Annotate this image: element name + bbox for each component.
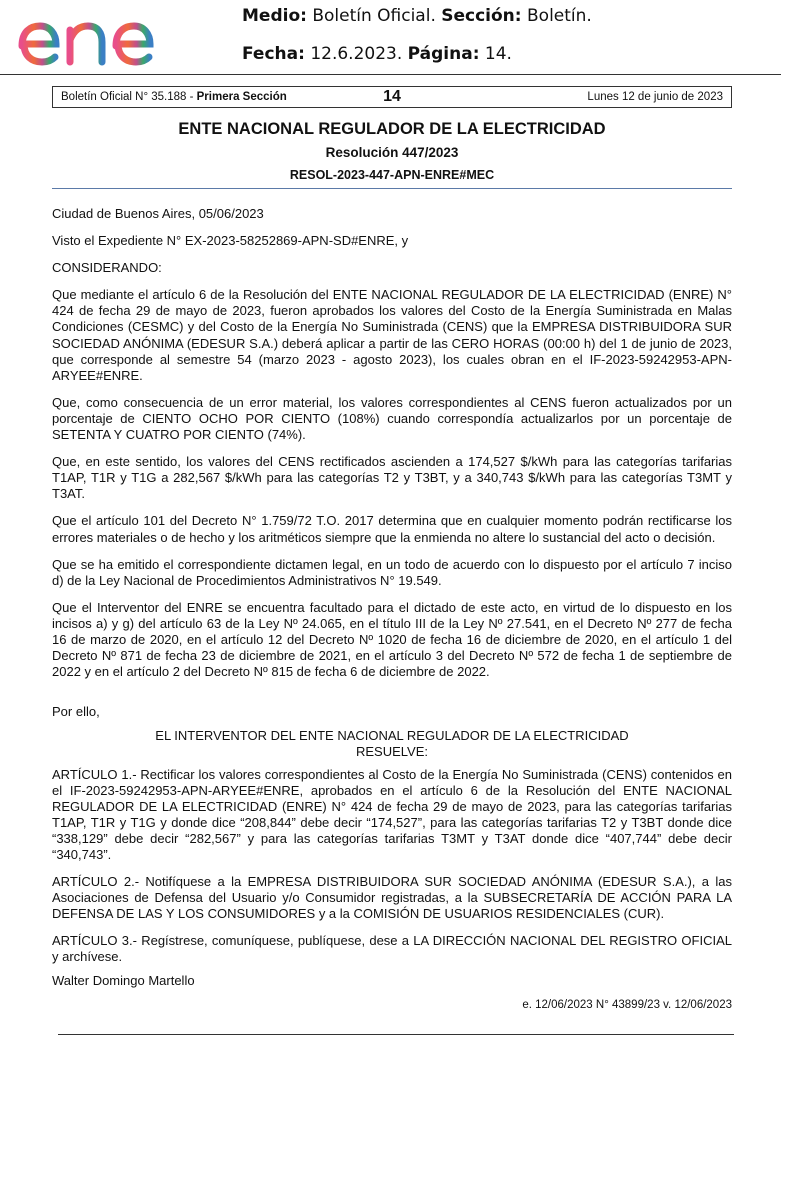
seccion-label: Sección: <box>441 6 522 26</box>
document-body <box>52 206 732 1024</box>
por-ello: Por ello, <box>52 704 100 720</box>
paragraph-6: Que el Interventor del ENRE se encuentra facultado para el dictado de este acto, en virtud de lo dispuesto en los incisos a) y g) del artículo 63 de la Ley Nº 24.065, en el título III de la Ley Nº 27.541, en el Decreto Nº 277 de fecha 16 de marzo de 2020, en el artículo 12 del Decreto Nº 1020 de fecha 16 de diciembre de 2020, en el artículo 1 del Decreto Nº 871 de fecha 23 de diciembre de 2021, en el artículo 3 del Decreto Nº 572 de fecha 1 de septiembre de 2022 y en el artículo 2 del Decreto Nº 815 de fecha 6 de diciembre de 2022. <box>52 599 732 680</box>
footer-reference: e. 12/06/2023 N° 43899/23 v. 12/06/2023 <box>522 998 732 1011</box>
paragraph-1: Que mediante el artículo 6 de la Resolución del ENTE NACIONAL REGULADOR DE LA ELECTRICIDAD (ENRE) N° 424 de fecha 29 de mayo de 2023, fueron aprobados los valores del Costo de la Energía Suministrada en Malas Condiciones (CESMC) y del Costo de la Energía No Suministrada (CENS) que la EMPRESA DISTRIBUIDORA SUR SOCIEDAD ANÓNIMA (EDESUR S.A.) deberá aplicar a partir de las CERO HORAS (00:00 h) del 1 de junio de 2023, que corresponde al semestre 54 (marzo 2023 - agosto 2023), los cuales obran en el IF-2023-59242953-APN-ARYEE#ENRE. <box>52 287 732 383</box>
signer: Walter Domingo Martello <box>52 972 195 988</box>
fecha-label: Fecha: <box>242 44 305 64</box>
title-divider <box>52 188 732 189</box>
paragraph-3: Que, en este sentido, los valores del CENS rectificados ascienden a 174,527 $/kWh para las categorías tarifarias T1AP, T1R y T1G a 282,567 $/kWh para las categorías T2 y T3BT, y a 340,743 $/kWh para las categorías T3MT y T3AT. <box>52 454 732 502</box>
considerando: CONSIDERANDO: <box>52 260 162 276</box>
resolution-code: RESOL-2023-447-APN-ENRE#MEC <box>289 168 495 182</box>
entity-title: ENTE NACIONAL REGULADOR DE LA ELECTRICIDAD <box>178 120 606 138</box>
articulo-1: ARTÍCULO 1.- Rectificar los valores correspondientes al Costo de la Energía No Suministrada (CENS) contenidos en el IF-2023-59242953-APN-ARYEE#ENRE, aprobados en el artículo 6 de la Resolución del ENTE NACIONAL REGULADOR DE LA ELECTRICIDAD (ENRE) N° 424 de fecha 29 de mayo de 2023, para las categorías tarifarias T1AP, T1R y T1G y donde dice “208,844” debe decir “174,527”, para las categorías tarifarias T2 y T3BT donde dice “338,129” debe decir “282,567” y para las categorías tarifarias T3MT y T3AT donde dice “407,744” debe decir “340,743”. <box>52 766 732 862</box>
interventor-heading: EL INTERVENTOR DEL ENTE NACIONAL REGULADOR DE LA ELECTRICIDAD <box>155 728 629 744</box>
seccion-value: Boletín. <box>527 6 592 26</box>
enel-logo <box>16 6 180 68</box>
paragraph-2: Que, como consecuencia de un error material, los valores correspondientes al CENS fueron actualizados por un porcentaje de CIENTO OCHO POR CIENTO (108%) cuando correspondía actualizarlos por un porcentaje de SETENTA Y CUATRO POR CIENTO (74%). <box>52 394 732 443</box>
boletin-page: 14 <box>383 88 401 105</box>
boletin-date: Lunes 12 de junio de 2023 <box>587 91 723 103</box>
medio-label: Medio: <box>242 6 307 26</box>
medio-value: Boletín Oficial. <box>312 6 436 26</box>
pagina-label: Página: <box>407 44 480 64</box>
articulo-2: ARTÍCULO 2.- Notifíquese a la EMPRESA DISTRIBUIDORA SUR SOCIEDAD ANÓNIMA (EDESUR S.A.), a las Asociaciones de Defensa del Usuario y/o Consumidor registradas, a la SUBSECRETARÍA DE ACCIÓN PARA LA DEFENSA DE LAS Y LOS CONSUMIDORES y a la COMISIÓN DE USUARIOS RESIDENCIALES (CUR). <box>52 874 732 922</box>
boletin-section: Primera Sección <box>196 91 287 103</box>
bottom-divider <box>58 1034 734 1035</box>
fecha-value: 12.6.2023. <box>310 44 403 64</box>
visto: Visto el Expediente N° EX-2023-58252869-APN-SD#ENRE, y <box>52 233 409 249</box>
pagina-value: 14. <box>484 44 512 64</box>
boletin-header-box <box>52 86 732 108</box>
paragraph-4: Que el artículo 101 del Decreto N° 1.759/72 T.O. 2017 determina que en cualquier momento podrán rectificarse los errores materiales o de hecho y los aritméticos siempre que la enmienda no altere lo sustancial del acto o decisión. <box>52 513 732 545</box>
boletin-number-text: Boletín Oficial N° 35.188 - <box>61 91 197 103</box>
articulo-3: ARTÍCULO 3.- Regístrese, comuníquese, publíquese, dese a LA DIRECCIÓN NACIONAL DEL REGISTRO OFICIAL y archívese. <box>52 933 732 965</box>
meta-line-fecha <box>242 44 512 64</box>
paragraph-5: Que se ha emitido el correspondiente dictamen legal, en un todo de acuerdo con lo dispuesto por el artículo 7 inciso d) de la Ley Nacional de Procedimientos Administrativos N° 19.549. <box>52 556 732 588</box>
header-divider <box>0 74 781 75</box>
resuelve-heading: RESUELVE: <box>355 744 428 760</box>
resolution-title: Resolución 447/2023 <box>325 145 459 160</box>
meta-line-medio <box>242 6 592 26</box>
place-date: Ciudad de Buenos Aires, 05/06/2023 <box>52 206 264 221</box>
